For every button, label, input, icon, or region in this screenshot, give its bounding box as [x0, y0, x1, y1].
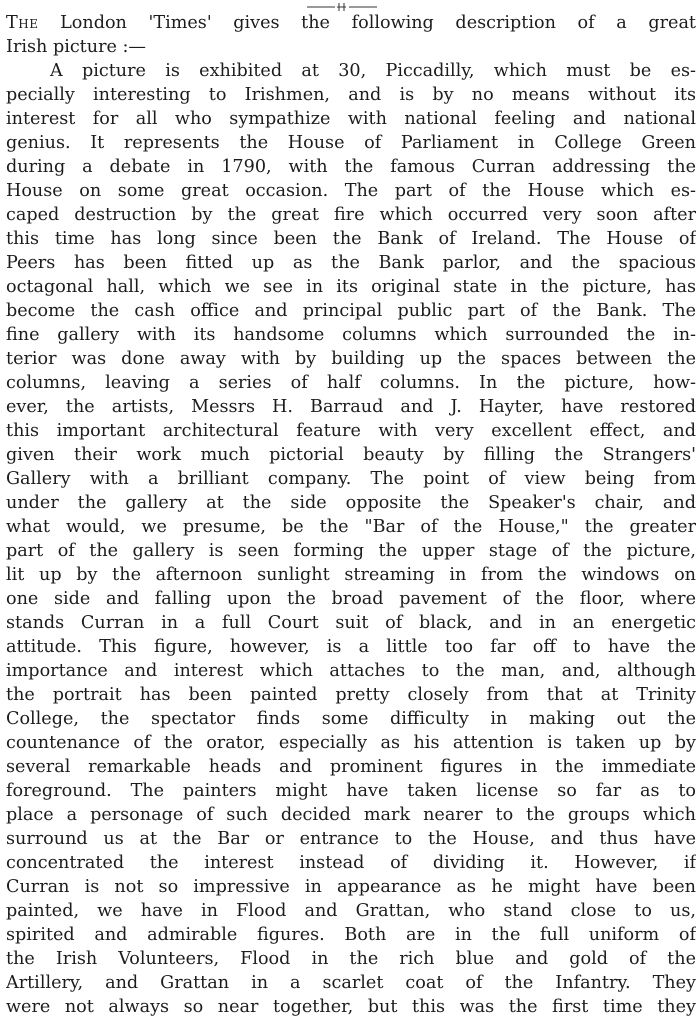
paragraph-line: surround us at the Bar or entrance to the House, and thus have [6, 829, 696, 849]
paragraph-line: during a debate in 1790, with the famous Curran addressing the [6, 157, 696, 177]
paragraph-line: were not always so near together, but this was the first time they [6, 997, 696, 1017]
paragraph-line: stands Curran in a full Court suit of black, and in an energetic [6, 613, 696, 633]
paragraph-line: one side and falling upon the broad pavement of the floor, where [6, 589, 696, 609]
paragraph-line: countenance of the orator, especially as his attention is taken up by [6, 733, 696, 753]
article-heading-text: London 'Times' gives the following description of a great [38, 13, 696, 33]
paragraph-line: ever, the artists, Messrs H. Barraud and J. Hayter, have restored [6, 397, 696, 417]
paragraph-line: concentrated the interest instead of dividing it. However, if [6, 853, 696, 873]
paragraph-line: this important architectural feature with very excellent effect, and [6, 421, 696, 441]
paragraph-line: what would, we presume, be the "Bar of the House," the greater [6, 517, 696, 537]
paragraph-line: attitude. This figure, however, is a little too far off to have the [6, 637, 696, 657]
paragraph-line: spirited and admirable figures. Both are in the full uniform of [6, 925, 696, 945]
paragraph-line: painted, we have in Flood and Grattan, who stand close to us, [6, 901, 696, 921]
paragraph-line: lit up by the afternoon sunlight streaming in from the windows on [6, 565, 696, 585]
paragraph-line: foreground. The painters might have taken license so far as to [6, 781, 696, 801]
paragraph-line: Peers has been fitted up as the Bank parlor, and the spacious [6, 253, 696, 273]
paragraph-line: caped destruction by the great fire which occurred very soon after [6, 205, 696, 225]
paragraph-line: the portrait has been painted pretty closely from that at Trinity [6, 685, 696, 705]
paragraph-line: pecially interesting to Irishmen, and is by no means without its [6, 85, 696, 105]
paragraph-line: interest for all who sympathize with national feeling and national [6, 109, 696, 129]
paragraph-line: under the gallery at the side opposite the Speaker's chair, and [6, 493, 696, 513]
paragraph-line: House on some great occasion. The part of the House which es- [6, 181, 696, 201]
paragraph-line: terior was done away with by building up the spaces between the [6, 349, 696, 369]
article-heading-line [6, 11, 696, 35]
article-column [6, 11, 696, 1019]
paragraph-line: Curran is not so impressive in appearance as he might have been [6, 877, 696, 897]
paragraph-line: several remarkable heads and prominent figures in the immediate [6, 757, 696, 777]
paragraph-line: given their work much pictorial beauty by filling the Strangers' [6, 445, 696, 465]
paragraph-line: Artillery, and Grattan in a scarlet coat of the Infantry. They [6, 973, 696, 993]
paragraph-line: part of the gallery is seen forming the upper stage of the picture, [6, 541, 696, 561]
paragraph-line: Gallery with a brilliant company. The point of view being from [6, 469, 696, 489]
paragraph-line: become the cash office and principal public part of the Bank. The [6, 301, 696, 321]
article-heading-line: Irish picture :— [6, 37, 147, 57]
paragraph-line: this time has long since been the Bank of Ireland. The House of [6, 229, 696, 249]
paragraph-line: columns, leaving a series of half columns. In the picture, how- [6, 373, 696, 393]
paragraph-line: the Irish Volunteers, Flood in the rich blue and gold of the [6, 949, 696, 969]
paragraph-line: A picture is exhibited at 30, Piccadilly, which must be es- [50, 61, 696, 81]
article-lead-word: The [6, 13, 39, 33]
paragraph-line: genius. It represents the House of Parliament in College Green [6, 133, 696, 153]
paragraph-line: place a personage of such decided mark nearer to the groups which [6, 805, 696, 825]
paragraph-line: College, the spectator finds some difficulty in making out the [6, 709, 696, 729]
paragraph-line: fine gallery with its handsome columns which surrounded the in- [6, 325, 696, 345]
paragraph-line: importance and interest which attaches to the man, and, although [6, 661, 696, 681]
paragraph-line: octagonal hall, which we see in its original state in the picture, has [6, 277, 696, 297]
